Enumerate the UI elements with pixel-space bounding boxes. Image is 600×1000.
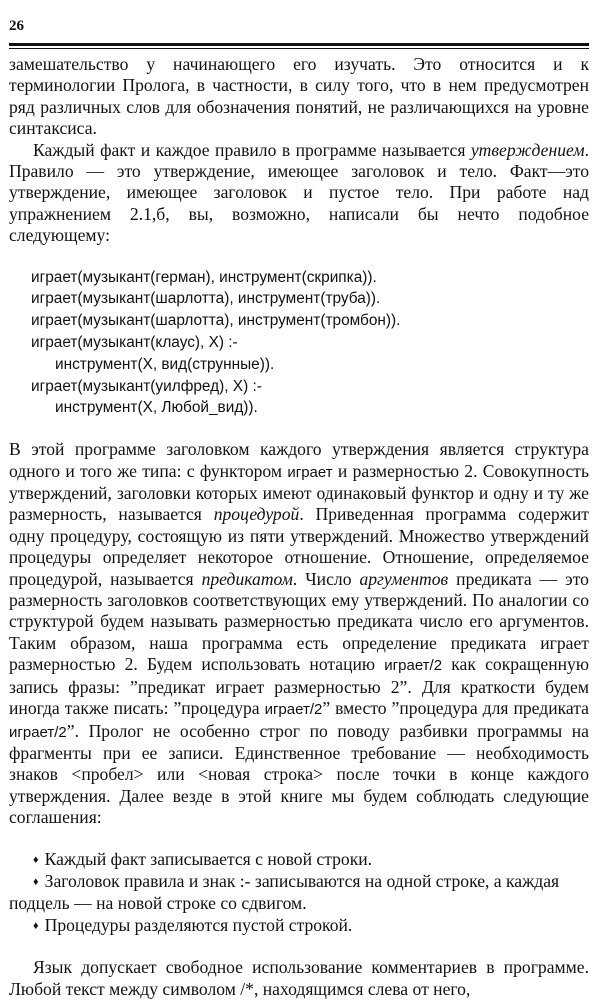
list-item-text: Заголовок правила и знак :- записываются на одной строке, а каждая подцель — на новой строке со сдвигом. <box>9 870 560 914</box>
inline-code-plays-2: играет/2 <box>384 657 443 675</box>
paragraph-3-text-h: ”. Пролог не особенно строг по поводу разбивки программы на фрагменты при ее записи. Единственное требование — необходимость знаков <пробел> или <новая строка> после точки в конце каждого утверждения. Далее везде в этой книге мы будем соблюдать следующие соглашения: <box>9 720 589 828</box>
paragraph-4: Язык допускает свободное использование комментариев в программе. Любой текст между символом /*, находящимся слева от него, <box>9 957 589 999</box>
code-line-1: играет(музыкант(герман), инструмент(скрипка)). <box>31 268 377 286</box>
list-item-text: Процедуры разделяются пустой строкой. <box>44 914 353 935</box>
inline-code-plays: играет <box>287 463 333 481</box>
paragraph-3 <box>9 439 589 828</box>
conventions-list <box>9 849 589 938</box>
code-line-3: играет(музыкант(шарлотта), инструмент(тромбон)). <box>31 312 401 330</box>
paragraph-3-text-c: . Приведенная программа содержит одну процедуру, состоящую из пяти утверждений. Множество утверждений процедуры определяет некоторое отношение. Отношение, определяемое процедурой, называется <box>9 504 589 589</box>
header-rule-thin <box>9 48 589 49</box>
paragraph-1: замешательство у начинающего его изучать. Это относится и к терминологии Пролога, в частности, в силу того, что в нем предусмотрен ряд различных слов для обозначения понятий, не различающихся на уровне синтаксиса. <box>9 54 589 139</box>
code-line-5: инструмент(X, вид(струнные)). <box>55 355 275 373</box>
paragraph-3-text-a: В этой программе заголовком каждого утверждения является структура одного и того же типа: с функтором <box>9 439 589 481</box>
code-line-4: играет(музыкант(клаус), X) :- <box>31 334 238 352</box>
list-item <box>9 849 589 871</box>
header-rule-thick <box>9 43 589 46</box>
paragraph-3-text-b: и размерностью 2. Совокупность утверждений, заголовки которых имеют одинаковый функтор и одну и ту же размерность, называется <box>9 460 589 525</box>
term-arguments: аргументов <box>359 568 449 589</box>
code-line-6: играет(музыкант(уилфред), X) :- <box>31 377 262 395</box>
header-rule <box>9 43 589 49</box>
code-listing <box>31 267 589 420</box>
term-predicate: предикатом <box>201 568 293 589</box>
page-number: 26 <box>9 18 24 34</box>
paragraph-2-text-a: Каждый факт и каждое правило в программе называется <box>33 139 471 160</box>
paragraph-2-text-b: . Правило — это утверждение, имеющее заголовок и тело. Факт—это утверждение, имеющее заголовок и пустое тело. При работе над упражнением 2.1,б, вы, возможно, написали бы нечто подобное следующему: <box>9 139 589 246</box>
diamond-bullet-icon: ♦ <box>33 919 39 932</box>
paragraph-3-text-g: ” вместо ”процедура для предиката <box>322 698 589 719</box>
body-text <box>9 54 589 1000</box>
code-line-7: инструмент(X, Любой_вид)). <box>55 399 258 417</box>
inline-code-plays-2b: играет/2 <box>264 701 323 719</box>
paragraph-3-text-f: как сокращенную запись фразы: ”предикат играет размерностью 2”. Для краткости будем иногда также писать: ”процедура <box>9 654 589 719</box>
list-item-text: Каждый факт записывается с новой строки. <box>44 848 373 869</box>
code-line-2: играет(музыкант(шарлотта), инструмент(труба)). <box>31 290 381 308</box>
list-item <box>9 871 589 915</box>
paragraph-3-text-d: . Число <box>292 568 360 589</box>
term-procedure: процедурой <box>213 504 300 525</box>
paragraph-2 <box>9 140 589 247</box>
term-statement: утверждением <box>470 139 585 160</box>
list-item <box>9 915 589 937</box>
diamond-bullet-icon: ♦ <box>33 875 39 888</box>
diamond-bullet-icon: ♦ <box>33 853 39 866</box>
paragraph-3-text-e: предиката — это размерность заголовков соответствующих ему утверждений. По аналогии со структурой будем называть размерностью предиката число его аргументов. Таким образом, наша программа есть определение предиката играет размерностью 2. Будем использовать нотацию <box>9 568 589 675</box>
inline-code-plays-2c: играет/2 <box>9 723 67 741</box>
